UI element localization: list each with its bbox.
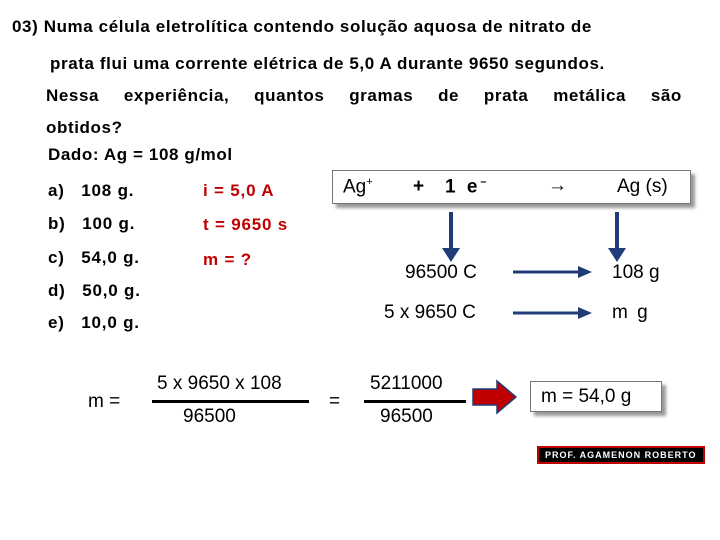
word: metálica [553,86,627,105]
row2-left: 5 x 9650 C [384,302,476,323]
fraction-bar [152,400,309,403]
result-box [530,381,662,412]
electrons: 1 e– [445,176,490,198]
option-e [48,313,140,333]
equals-sign: = [329,391,341,412]
word: quantos [254,86,325,105]
given-time: t = 9650 s [203,215,289,234]
row2-right: m g [612,302,650,323]
author-credit: PROF. AGAMENON ROBERTO [537,446,705,464]
right-arrow-row2 [513,307,592,319]
reactant-ag: Ag+ [343,176,373,198]
option-letter: a) [48,181,65,200]
row1-right: 108 g [612,262,660,283]
word: gramas [349,86,414,105]
reaction-box [332,170,691,204]
plus-sign: + [413,176,425,197]
option-d [48,281,141,301]
question-line-1: 03) Numa célula eletrolítica contendo solução aquosa de nitrato de [12,17,592,36]
option-letter: c) [48,248,65,267]
result-text: m = 54,0 g [541,386,632,407]
option-c [48,248,140,268]
question-line-3 [46,86,682,106]
word: Nessa [46,86,100,105]
word: são [650,86,682,105]
result-arrow [473,381,516,413]
option-b [48,214,135,234]
given-mass: m = ? [203,250,252,269]
option-letter: b) [48,214,66,233]
right-arrow-row1 [513,266,592,278]
option-letter: e) [48,313,65,332]
down-arrow-left [442,212,460,262]
denominator: 96500 [183,406,236,427]
product-ag: Ag (s) [617,176,668,197]
option-text: 100 g. [82,214,136,233]
word: experiência, [123,86,230,105]
option-text: 108 g. [81,181,135,200]
fraction-bar-2 [364,400,466,403]
numerator-2: 5211000 [370,373,443,394]
option-text: 50,0 g. [82,281,141,300]
word: prata [483,86,529,105]
question-line-2: prata flui uma corrente elétrica de 5,0 A durante 9650 segundos. [50,54,605,73]
m-label: m = [88,391,121,412]
word: de [438,86,460,105]
denominator-2: 96500 [380,406,433,427]
question-line-4: obtidos? [46,118,123,137]
option-text: 10,0 g. [81,313,140,332]
row1-left: 96500 C [405,262,477,283]
down-arrow-right [608,212,626,262]
given-current: i = 5,0 A [203,181,275,200]
reaction-arrow: → [548,175,567,196]
option-a [48,181,134,201]
option-letter: d) [48,281,66,300]
option-text: 54,0 g. [81,248,140,267]
numerator: 5 x 9650 x 108 [157,373,282,394]
dado-text: Dado: Ag = 108 g/mol [48,145,233,164]
